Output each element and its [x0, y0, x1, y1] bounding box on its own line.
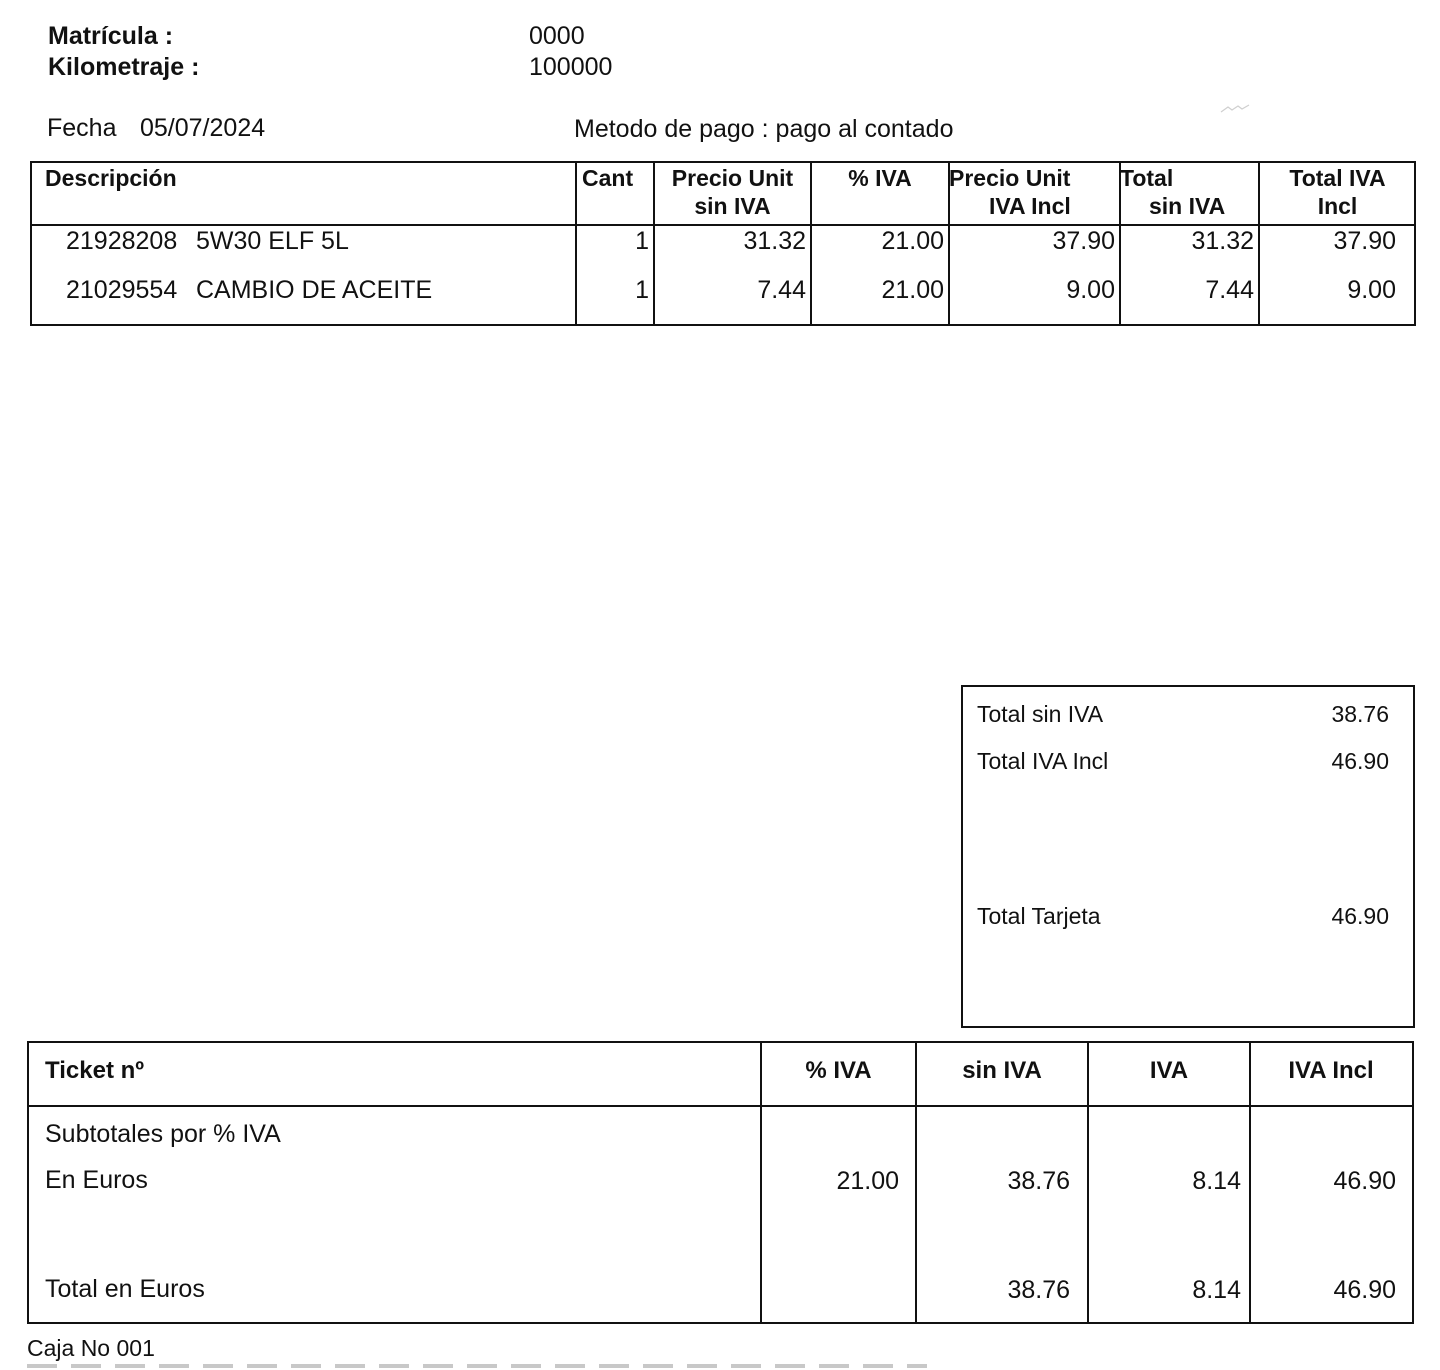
item-code: 21029554	[66, 276, 178, 304]
subtotal-iva: 8.14	[1192, 1167, 1241, 1195]
item-pct-iva: 21.00	[881, 227, 944, 255]
subtotales-label: Subtotales por % IVA	[45, 1120, 281, 1148]
fecha-value: 05/07/2024	[140, 114, 266, 142]
matricula-label: Matrícula :	[48, 22, 174, 50]
total-sin-iva-value: 38.76	[1331, 701, 1389, 727]
item-total-iva-incl: 9.00	[1347, 276, 1396, 304]
item-description: 5W30 ELF 5L	[196, 227, 349, 255]
col-header-pct-iva: % IVA	[805, 1057, 872, 1084]
col-header-total-iva-incl-line2: Incl	[1317, 193, 1358, 219]
item-precio-unit-sin-iva: 7.44	[757, 276, 806, 304]
total-sin-iva: 38.76	[1007, 1276, 1070, 1304]
item-cant: 1	[635, 227, 649, 255]
item-code: 21928208	[66, 227, 178, 255]
total-sin-iva-label: Total sin IVA	[977, 701, 1104, 727]
col-header-iva-incl: IVA Incl	[1288, 1057, 1374, 1084]
en-euros-label: En Euros	[45, 1166, 148, 1194]
total-en-euros-label: Total en Euros	[45, 1275, 205, 1303]
scribble-mark	[1220, 104, 1250, 114]
total-iva-incl-value: 46.90	[1331, 748, 1389, 774]
item-precio-unit-sin-iva: 31.32	[743, 227, 806, 255]
item-total-sin-iva: 31.32	[1191, 227, 1254, 255]
col-header-precio-unit-sin-iva-line1: Precio Unit	[671, 165, 794, 191]
col-header-iva: IVA	[1149, 1057, 1189, 1084]
col-header-precio-unit-iva-incl-line2: IVA Incl	[989, 193, 1071, 219]
col-header-precio-unit-iva-incl-line1: Precio Unit	[949, 165, 1071, 191]
metodo-pago: Metodo de pago : pago al contado	[574, 115, 954, 143]
total-iva-incl: 46.90	[1333, 1276, 1396, 1304]
subtotal-pct-iva: 21.00	[836, 1167, 899, 1195]
caja-number: Caja No 001	[27, 1335, 155, 1361]
total-tarjeta-value: 46.90	[1331, 903, 1389, 929]
totals-box	[961, 685, 1415, 1028]
item-pct-iva: 21.00	[881, 276, 944, 304]
total-tarjeta-label: Total Tarjeta	[977, 903, 1101, 929]
kilometraje-value: 100000	[529, 53, 613, 81]
item-precio-unit-iva-incl: 9.00	[1066, 276, 1115, 304]
matricula-value: 0000	[529, 22, 585, 50]
subtotal-sin-iva: 38.76	[1007, 1167, 1070, 1195]
col-header-precio-unit-sin-iva-line2: sin IVA	[694, 193, 771, 219]
col-header-cant: Cant	[582, 165, 634, 191]
col-header-ticket: Ticket nº	[45, 1057, 145, 1084]
item-cant: 1	[635, 276, 649, 304]
summary-table	[27, 1041, 1414, 1324]
col-header-precio-unit-sin-iva	[654, 164, 811, 220]
col-header-total-sin-iva-line1: Total	[1120, 165, 1174, 191]
col-header-total-sin-iva	[1120, 164, 1259, 220]
item-precio-unit-iva-incl: 37.90	[1052, 227, 1115, 255]
item-description: CAMBIO DE ACEITE	[196, 276, 433, 304]
subtotal-iva-incl: 46.90	[1333, 1167, 1396, 1195]
col-header-precio-unit-iva-incl	[949, 164, 1120, 220]
col-header-total-iva-incl-line1: Total IVA	[1289, 165, 1386, 191]
item-total-iva-incl: 37.90	[1333, 227, 1396, 255]
items-table	[30, 161, 1416, 326]
total-iva: 8.14	[1192, 1276, 1241, 1304]
faded-footer-line	[27, 1364, 927, 1368]
col-header-sin-iva: sin IVA	[962, 1057, 1042, 1084]
total-iva-incl-label: Total IVA Incl	[977, 748, 1109, 774]
kilometraje-label: Kilometraje :	[48, 53, 200, 81]
col-header-total-sin-iva-line2: sin IVA	[1149, 193, 1226, 219]
item-total-sin-iva: 7.44	[1205, 276, 1254, 304]
col-header-total-iva-incl	[1259, 164, 1416, 220]
fecha-label: Fecha	[47, 114, 117, 142]
col-header-pct-iva: % IVA	[848, 165, 912, 191]
col-header-descripcion: Descripción	[45, 165, 177, 191]
